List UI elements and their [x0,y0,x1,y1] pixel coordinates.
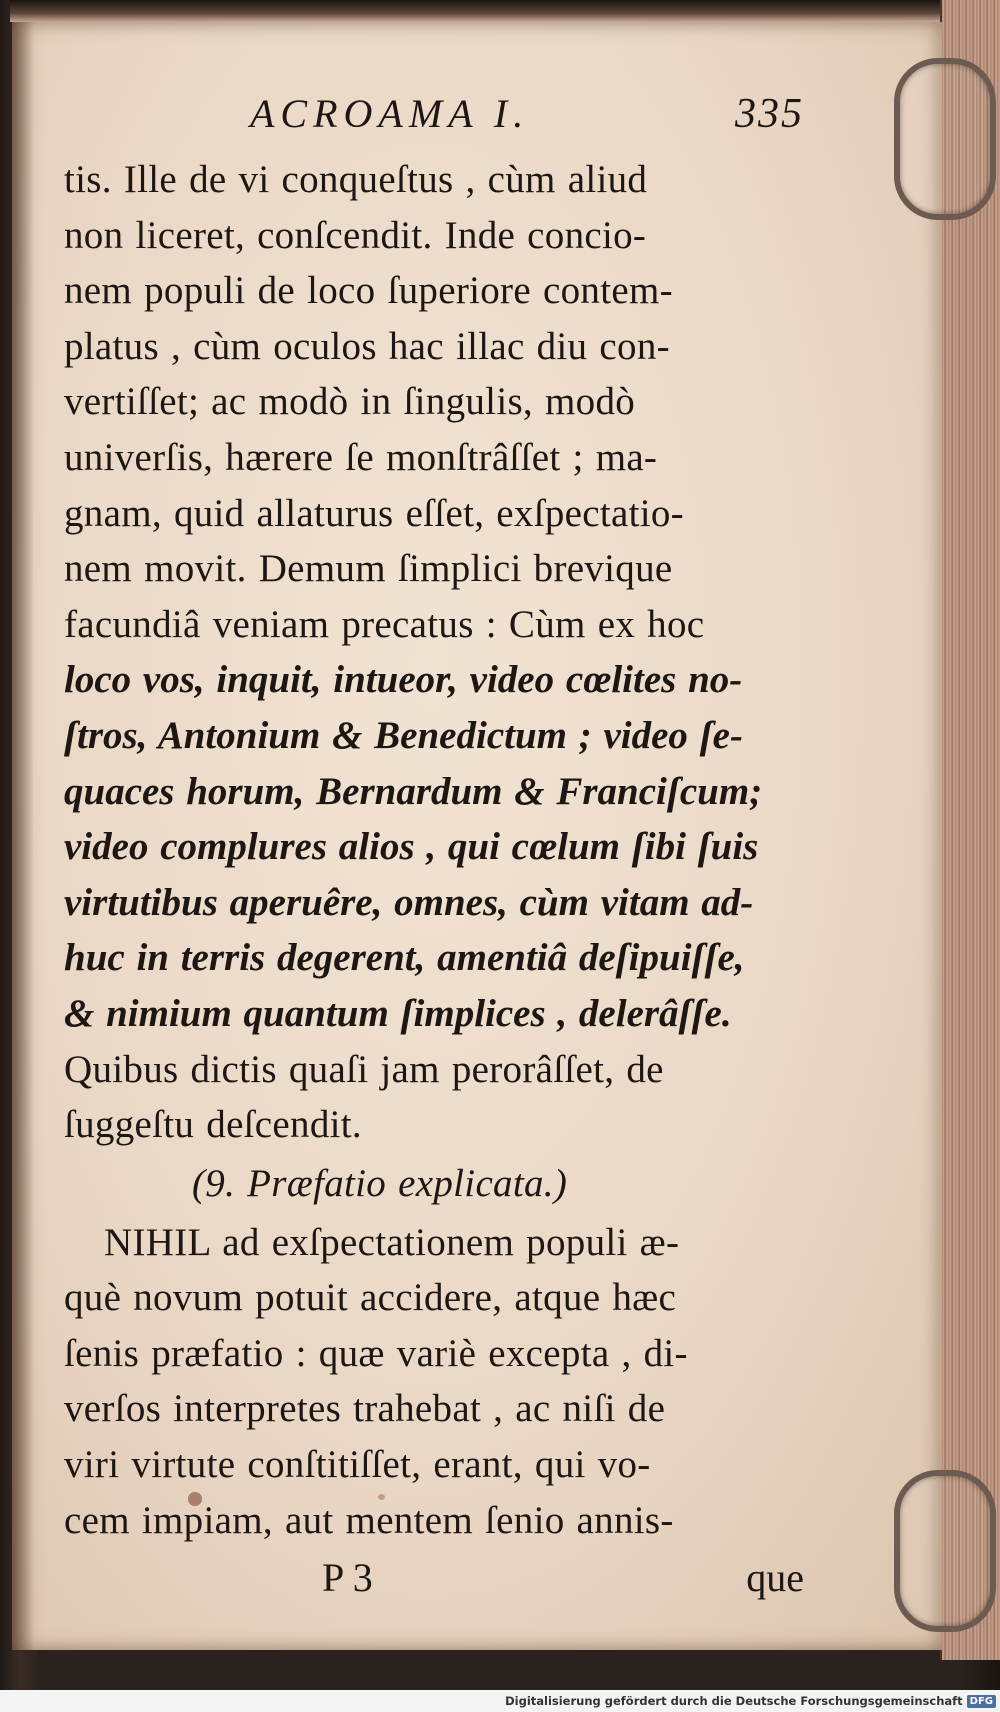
text-line [64,374,804,430]
line-text: ſuggeſtu deſcendit. [64,1103,362,1147]
line-text: ſenis præfatio : quæ variè excepta , di- [64,1331,688,1375]
quotation-line [64,708,804,764]
line-text: platus , cùm oculos hac illac diu con- [64,324,670,368]
line-text: NIHIL ad exſpectationem populi æ- [104,1220,680,1264]
book-top-edge [10,0,1000,22]
line-text: tis. Ille de vi conqueſtus , cùm aliud [64,158,648,201]
line-text: cem impiam, aut mentem ſenio annis- [64,1498,674,1542]
digitization-credit: Digitalisierung gefördert durch die Deutsche Forschungsgemeinschaft [505,1694,963,1708]
text-line [64,263,804,319]
page-footer [64,1554,804,1601]
quotation-line [64,764,804,820]
quotation-line [64,930,804,986]
line-text: verſos interpretes trahebat , ac niſi de [64,1387,666,1431]
text-line [64,541,804,597]
text-line [64,1042,804,1098]
text-line [64,1326,804,1382]
line-text: loco vos, inquit, intueor, video cœlites no- [64,658,743,702]
text-line [64,152,804,208]
line-text: huc in terris degerent, amentiâ deſipuiſſe, [64,936,745,980]
paragraph-1 [64,152,804,1153]
line-text: non liceret, conſcendit. Inde concio- [64,213,647,257]
book-page-edges [940,0,1000,1660]
text-line [64,1437,804,1493]
line-text: nem movit. Demum ſimplici brevique [64,547,673,591]
book-page [12,22,942,1650]
running-head-title: ACROAMA I. [250,91,530,136]
signature-mark: P 3 [322,1555,373,1601]
line-text: video complures alios , qui cœlum ſibi ſuis [64,825,759,869]
text-line [64,1493,804,1549]
gutter-shadow [12,22,34,1650]
quotation-line [64,652,804,708]
quotation-line [64,986,804,1042]
line-text: gnam, quid allaturus eſſet, exſpectatio- [64,491,684,535]
text-line [64,1270,804,1326]
paragraph-2 [64,1215,804,1549]
dfg-logo: DFG [967,1695,996,1708]
line-text: quaces horum, Bernardum & Franciſcum; [64,769,763,813]
text-line [64,597,804,653]
line-text: virtutibus aperuêre, omnes, cùm vitam ad- [64,880,754,924]
text-line [64,208,804,264]
page-number: 335 [735,91,804,137]
line-text: facundiâ veniam precatus : Cùm ex hoc [64,602,705,646]
line-text: nem populi de loco ſuperiore contem- [64,269,673,313]
line-text: vertiſſet; ac modò in ſingulis, modò [64,380,636,424]
text-line [64,319,804,375]
text-line [64,1215,804,1271]
line-text: Quibus dictis quaſi jam perorâſſet, de [64,1047,664,1091]
digitization-credit-bar [0,1690,1000,1712]
line-text: ſtros, Antonium & Benedictum ; video ſe- [64,713,743,757]
line-text: univerſis, hærere ſe monſtrâſſet ; ma- [64,435,658,479]
text-line [64,1097,804,1153]
quotation-line [64,819,804,875]
catchword: que [746,1555,804,1601]
line-text: viri virtute conſtitiſſet, erant, qui vo- [64,1443,651,1487]
running-head [64,90,804,152]
quotation-line [64,875,804,931]
section-heading: (9. Præfatio explicata.) [192,1161,568,1205]
text-line [64,1381,804,1437]
text-line [64,486,804,542]
page-clip-bottom [894,1470,996,1632]
text-block [64,90,804,1601]
page-clip-top [894,58,996,220]
line-text: què novum potuit accidere, atque hæc [64,1276,677,1320]
text-line [64,430,804,486]
line-text: & nimium quantum ſimplices , delerâſſe. [64,991,732,1035]
